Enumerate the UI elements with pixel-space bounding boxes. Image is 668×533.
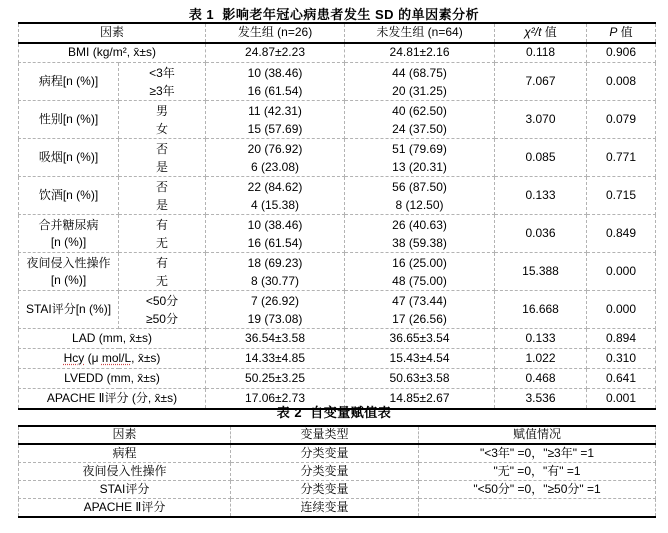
table-row-gender bbox=[19, 101, 656, 139]
chi-t-symbol: χ²/t bbox=[524, 25, 542, 40]
p-suffix: 值 bbox=[617, 25, 633, 40]
stat-value: 0.036 bbox=[495, 215, 587, 253]
assignment-cell: "<50分" =0，"≥50分" =1 bbox=[419, 481, 656, 499]
factor-label: 饮酒[n (%)] bbox=[19, 177, 119, 215]
factor-sublevels bbox=[119, 253, 206, 291]
cell-value: 38 (59.38) bbox=[392, 235, 447, 250]
cell-value: 56 (87.50) bbox=[392, 179, 447, 194]
cell-value: 47 (73.44) bbox=[392, 293, 447, 308]
variable-type-cell: 分类变量 bbox=[231, 463, 419, 481]
cell-value: 13 (20.31) bbox=[392, 159, 447, 174]
stat-value: 1.022 bbox=[495, 349, 587, 369]
table-row-lad bbox=[19, 329, 656, 349]
cell-value: 15 (57.69) bbox=[247, 121, 303, 136]
factor-label: LVEDD (mm, x̄±s) bbox=[19, 369, 206, 389]
factor-cell: APACHE Ⅱ评分 bbox=[19, 499, 231, 518]
group2-value: 24.81±2.16 bbox=[345, 43, 495, 63]
group2-values bbox=[345, 101, 495, 139]
table-row-diabetes bbox=[19, 215, 656, 253]
factor-sublevels bbox=[119, 291, 206, 329]
factor-label: STAI评分[n (%)] bbox=[19, 291, 119, 329]
factor-label: APACHE Ⅱ评分 (分, x̄±s) bbox=[19, 389, 206, 410]
stat-value: 15.388 bbox=[495, 253, 587, 291]
cell-value: 7 (26.92) bbox=[251, 293, 300, 308]
cell-value: 51 (79.69) bbox=[392, 141, 447, 156]
table-row-stai-score bbox=[19, 481, 656, 499]
factor-label: BMI (kg/m², x̄±s) bbox=[19, 43, 206, 63]
cell-value: 20 (76.92) bbox=[247, 141, 303, 156]
table-row-duration bbox=[19, 444, 656, 463]
p-symbol: P bbox=[609, 25, 618, 40]
cell-value: 20 (31.25) bbox=[392, 83, 447, 98]
group1-values bbox=[206, 177, 345, 215]
header-factor: 因素 bbox=[19, 426, 231, 444]
sublevel: ≥50分 bbox=[146, 311, 178, 326]
stat-value: 0.468 bbox=[495, 369, 587, 389]
group1-values bbox=[206, 63, 345, 101]
p-value: 0.849 bbox=[587, 215, 656, 253]
header-group1: 发生组 (n=26) bbox=[206, 23, 345, 43]
spellcheck-word: Hcy bbox=[63, 350, 85, 365]
group2-value: 14.85±2.67 bbox=[345, 389, 495, 410]
group1-value: 14.33±4.85 bbox=[206, 349, 345, 369]
cell-value: 22 (84.62) bbox=[247, 179, 303, 194]
univariate-analysis-table bbox=[18, 22, 656, 410]
assignment-cell bbox=[419, 499, 656, 518]
sublevel: <50分 bbox=[145, 293, 179, 308]
stat-value: 3.070 bbox=[495, 101, 587, 139]
group2-values bbox=[345, 291, 495, 329]
group2-values bbox=[345, 253, 495, 291]
stat-value: 0.118 bbox=[495, 43, 587, 63]
group2-value: 15.43±4.54 bbox=[345, 349, 495, 369]
factor-label-text: , x̄±s) bbox=[131, 350, 161, 365]
sublevel: 否 bbox=[156, 141, 169, 156]
assignment-cell: "无" =0，"有" =1 bbox=[419, 463, 656, 481]
factor-sublevels bbox=[119, 177, 206, 215]
sublevel: 男 bbox=[156, 103, 169, 118]
variable-type-cell: 连续变量 bbox=[231, 499, 419, 518]
header-statistic bbox=[495, 23, 587, 43]
stat-value: 0.085 bbox=[495, 139, 587, 177]
p-value: 0.641 bbox=[587, 369, 656, 389]
sublevel: 有 bbox=[156, 217, 169, 232]
group1-values bbox=[206, 253, 345, 291]
p-value: 0.001 bbox=[587, 389, 656, 410]
table-row-stai-score bbox=[19, 291, 656, 329]
group2-value: 50.63±3.58 bbox=[345, 369, 495, 389]
stat-value: 3.536 bbox=[495, 389, 587, 410]
group2-values bbox=[345, 139, 495, 177]
factor-label-text: 合并糖尿病 [n (%)] bbox=[38, 217, 99, 249]
factor-label-text: 夜间侵入性操作 [n (%)] bbox=[26, 255, 111, 287]
spellcheck-word: mol/L bbox=[101, 350, 132, 365]
variable-assignment-table bbox=[18, 425, 656, 518]
variable-type-cell: 分类变量 bbox=[231, 444, 419, 463]
cell-value: 6 (23.08) bbox=[251, 159, 300, 174]
header-variable-type: 变量类型 bbox=[231, 426, 419, 444]
factor-label bbox=[19, 215, 119, 253]
cell-value: 19 (73.08) bbox=[247, 311, 303, 326]
table-row-hcy bbox=[19, 349, 656, 369]
sublevel: 是 bbox=[156, 159, 169, 174]
p-value: 0.310 bbox=[587, 349, 656, 369]
variable-type-cell: 分类变量 bbox=[231, 481, 419, 499]
cell-value: 40 (62.50) bbox=[392, 103, 447, 118]
factor-cell: 病程 bbox=[19, 444, 231, 463]
table1-title: 表 1 影响老年冠心病患者发生 SD 的单因素分析 bbox=[188, 7, 480, 22]
p-value: 0.906 bbox=[587, 43, 656, 63]
cell-value: 10 (38.46) bbox=[247, 65, 303, 80]
cell-value: 44 (68.75) bbox=[392, 65, 447, 80]
factor-label bbox=[19, 349, 206, 369]
sublevel: 无 bbox=[156, 273, 169, 288]
sublevel: 无 bbox=[156, 235, 169, 250]
cell-value: 4 (15.38) bbox=[251, 197, 300, 212]
group1-values bbox=[206, 101, 345, 139]
group1-value: 50.25±3.25 bbox=[206, 369, 345, 389]
group1-values bbox=[206, 139, 345, 177]
factor-label-text: (μ bbox=[84, 350, 102, 365]
table-row-bmi bbox=[19, 43, 656, 63]
factor-label bbox=[19, 253, 119, 291]
cell-value: 16 (61.54) bbox=[247, 83, 303, 98]
cell-value: 16 (25.00) bbox=[392, 255, 447, 270]
header-assignment: 赋值情况 bbox=[419, 426, 656, 444]
stat-value: 0.133 bbox=[495, 329, 587, 349]
group2-values bbox=[345, 215, 495, 253]
header-group2: 未发生组 (n=64) bbox=[345, 23, 495, 43]
table-row-night-invasive-procedure bbox=[19, 463, 656, 481]
group2-values bbox=[345, 63, 495, 101]
sublevel: <3年 bbox=[149, 65, 175, 80]
group1-value: 17.06±2.73 bbox=[206, 389, 345, 410]
p-value: 0.000 bbox=[587, 291, 656, 329]
stat-suffix: 值 bbox=[541, 25, 557, 40]
cell-value: 16 (61.54) bbox=[247, 235, 303, 250]
table-row-smoking bbox=[19, 139, 656, 177]
factor-sublevels bbox=[119, 215, 206, 253]
cell-value: 48 (75.00) bbox=[392, 273, 447, 288]
factor-cell: STAI评分 bbox=[19, 481, 231, 499]
cell-value: 24 (37.50) bbox=[392, 121, 447, 136]
group1-values bbox=[206, 215, 345, 253]
sublevel: ≥3年 bbox=[149, 83, 175, 98]
factor-sublevels bbox=[119, 101, 206, 139]
sublevel: 否 bbox=[156, 179, 169, 194]
cell-value: 17 (26.56) bbox=[392, 311, 447, 326]
table2-title: 表 2 自变量赋值表 bbox=[276, 405, 392, 420]
group2-values bbox=[345, 177, 495, 215]
factor-label: 吸烟[n (%)] bbox=[19, 139, 119, 177]
sublevel: 女 bbox=[156, 121, 169, 136]
assignment-cell: "<3年" =0，"≥3年" =1 bbox=[419, 444, 656, 463]
p-value: 0.000 bbox=[587, 253, 656, 291]
group2-value: 36.65±3.54 bbox=[345, 329, 495, 349]
factor-sublevels bbox=[119, 139, 206, 177]
p-value: 0.894 bbox=[587, 329, 656, 349]
factor-cell: 夜间侵入性操作 bbox=[19, 463, 231, 481]
p-value: 0.008 bbox=[587, 63, 656, 101]
cell-value: 8 (12.50) bbox=[395, 197, 444, 212]
p-value: 0.715 bbox=[587, 177, 656, 215]
factor-label: 病程[n (%)] bbox=[19, 63, 119, 101]
table-header-row bbox=[19, 426, 656, 444]
group1-value: 36.54±3.58 bbox=[206, 329, 345, 349]
group1-values bbox=[206, 291, 345, 329]
sublevel: 是 bbox=[156, 197, 169, 212]
stat-value: 16.668 bbox=[495, 291, 587, 329]
group1-value: 24.87±2.23 bbox=[206, 43, 345, 63]
factor-label: LAD (mm, x̄±s) bbox=[19, 329, 206, 349]
header-p-value bbox=[587, 23, 656, 43]
cell-value: 11 (42.31) bbox=[248, 103, 302, 118]
header-factor: 因素 bbox=[19, 23, 206, 43]
cell-value: 10 (38.46) bbox=[247, 217, 303, 232]
sublevel: 有 bbox=[156, 255, 169, 270]
stat-value: 7.067 bbox=[495, 63, 587, 101]
table-row-drinking bbox=[19, 177, 656, 215]
cell-value: 8 (30.77) bbox=[251, 273, 300, 288]
table-row-duration bbox=[19, 63, 656, 101]
p-value: 0.079 bbox=[587, 101, 656, 139]
table-row-lvedd bbox=[19, 369, 656, 389]
table-row-night-invasive-procedure bbox=[19, 253, 656, 291]
cell-value: 26 (40.63) bbox=[392, 217, 447, 232]
p-value: 0.771 bbox=[587, 139, 656, 177]
cell-value: 18 (69.23) bbox=[247, 255, 303, 270]
table-header-row bbox=[19, 23, 656, 43]
table-row-apache2-score bbox=[19, 499, 656, 518]
stat-value: 0.133 bbox=[495, 177, 587, 215]
factor-label: 性别[n (%)] bbox=[19, 101, 119, 139]
factor-sublevels bbox=[119, 63, 206, 101]
